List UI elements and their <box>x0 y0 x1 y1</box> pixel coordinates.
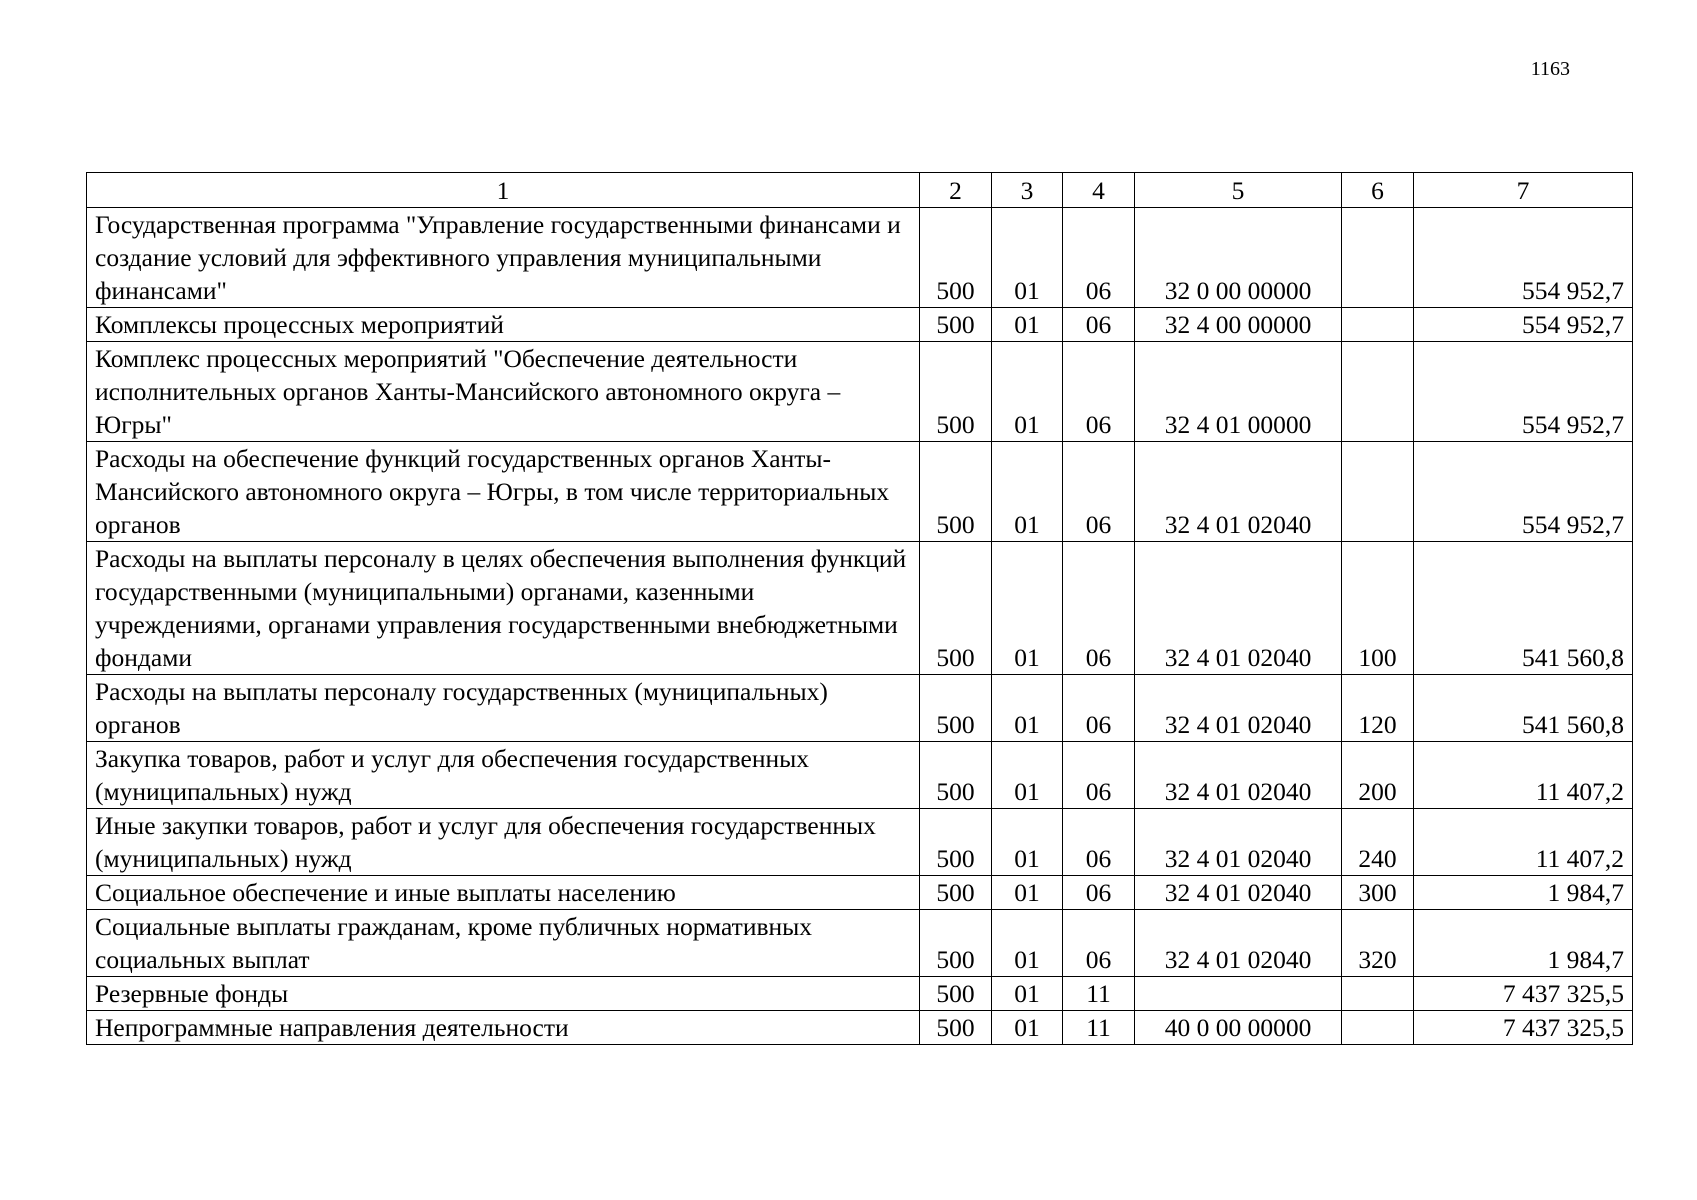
row-expense-type <box>1342 442 1414 542</box>
row-name: Расходы на обеспечение функций государственных органов Ханты-Мансийского автономного округа – Югры, в том числе территориальных органов <box>87 442 920 542</box>
row-subsection: 06 <box>1063 910 1135 977</box>
row-section: 01 <box>992 742 1063 809</box>
row-target-article: 32 4 01 02040 <box>1135 910 1342 977</box>
row-expense-type: 300 <box>1342 876 1414 910</box>
row-code: 500 <box>920 742 992 809</box>
row-target-article: 32 4 01 00000 <box>1135 342 1342 442</box>
row-expense-type: 240 <box>1342 809 1414 876</box>
row-code: 500 <box>920 1011 992 1045</box>
row-subsection: 06 <box>1063 342 1135 442</box>
row-amount: 554 952,7 <box>1414 342 1633 442</box>
row-amount: 554 952,7 <box>1414 208 1633 308</box>
row-name: Государственная программа "Управление государственными финансами и создание условий для эффективного управления муниципальными финансами" <box>87 208 920 308</box>
table-row <box>87 809 1633 876</box>
table-row <box>87 308 1633 342</box>
row-amount: 541 560,8 <box>1414 542 1633 675</box>
row-subsection: 06 <box>1063 542 1135 675</box>
row-section: 01 <box>992 208 1063 308</box>
row-subsection: 06 <box>1063 675 1135 742</box>
table-row <box>87 876 1633 910</box>
row-expense-type <box>1342 1011 1414 1045</box>
column-header-5: 5 <box>1135 173 1342 208</box>
row-target-article: 32 4 00 00000 <box>1135 308 1342 342</box>
row-amount: 554 952,7 <box>1414 442 1633 542</box>
row-code: 500 <box>920 442 992 542</box>
table-row <box>87 742 1633 809</box>
row-name: Расходы на выплаты персоналу в целях обеспечения выполнения функций государственными (муниципальными) органами, казенными учреждениями, органами управления государственными внебюджетными фондами <box>87 542 920 675</box>
row-name: Расходы на выплаты персоналу государственных (муниципальных) органов <box>87 675 920 742</box>
row-target-article: 32 4 01 02040 <box>1135 442 1342 542</box>
row-name: Закупка товаров, работ и услуг для обеспечения государственных (муниципальных) нужд <box>87 742 920 809</box>
column-header-1: 1 <box>87 173 920 208</box>
column-header-7: 7 <box>1414 173 1633 208</box>
row-name: Комплексы процессных мероприятий <box>87 308 920 342</box>
column-header-6: 6 <box>1342 173 1414 208</box>
row-section: 01 <box>992 977 1063 1011</box>
row-code: 500 <box>920 910 992 977</box>
table-row <box>87 910 1633 977</box>
table-row <box>87 1011 1633 1045</box>
row-target-article: 32 4 01 02040 <box>1135 542 1342 675</box>
row-name: Социальные выплаты гражданам, кроме публичных нормативных социальных выплат <box>87 910 920 977</box>
row-expense-type <box>1342 208 1414 308</box>
row-expense-type: 100 <box>1342 542 1414 675</box>
row-expense-type <box>1342 977 1414 1011</box>
table-row <box>87 977 1633 1011</box>
row-name: Комплекс процессных мероприятий "Обеспечение деятельности исполнительных органов Ханты-Мансийского автономного округа – Югры" <box>87 342 920 442</box>
header-row <box>87 173 1633 208</box>
row-name: Резервные фонды <box>87 977 920 1011</box>
row-subsection: 06 <box>1063 742 1135 809</box>
table-row <box>87 208 1633 308</box>
row-section: 01 <box>992 1011 1063 1045</box>
row-code: 500 <box>920 977 992 1011</box>
row-target-article: 32 4 01 02040 <box>1135 675 1342 742</box>
row-code: 500 <box>920 308 992 342</box>
row-code: 500 <box>920 675 992 742</box>
row-subsection: 06 <box>1063 442 1135 542</box>
column-header-4: 4 <box>1063 173 1135 208</box>
row-section: 01 <box>992 809 1063 876</box>
row-target-article: 32 4 01 02040 <box>1135 742 1342 809</box>
row-amount: 541 560,8 <box>1414 675 1633 742</box>
row-code: 500 <box>920 208 992 308</box>
row-section: 01 <box>992 675 1063 742</box>
row-section: 01 <box>992 308 1063 342</box>
row-section: 01 <box>992 876 1063 910</box>
row-section: 01 <box>992 910 1063 977</box>
row-amount: 554 952,7 <box>1414 308 1633 342</box>
row-target-article <box>1135 977 1342 1011</box>
row-subsection: 11 <box>1063 1011 1135 1045</box>
row-section: 01 <box>992 442 1063 542</box>
row-expense-type: 120 <box>1342 675 1414 742</box>
row-name: Иные закупки товаров, работ и услуг для обеспечения государственных (муниципальных) нужд <box>87 809 920 876</box>
row-subsection: 06 <box>1063 308 1135 342</box>
row-target-article: 40 0 00 00000 <box>1135 1011 1342 1045</box>
row-subsection: 06 <box>1063 809 1135 876</box>
row-section: 01 <box>992 542 1063 675</box>
row-code: 500 <box>920 809 992 876</box>
row-code: 500 <box>920 542 992 675</box>
row-expense-type <box>1342 308 1414 342</box>
page-number: 1163 <box>1530 58 1570 80</box>
table-row <box>87 542 1633 675</box>
row-code: 500 <box>920 342 992 442</box>
row-amount: 7 437 325,5 <box>1414 977 1633 1011</box>
row-subsection: 06 <box>1063 876 1135 910</box>
row-expense-type: 320 <box>1342 910 1414 977</box>
row-expense-type <box>1342 342 1414 442</box>
column-header-2: 2 <box>920 173 992 208</box>
row-section: 01 <box>992 342 1063 442</box>
row-amount: 11 407,2 <box>1414 809 1633 876</box>
table-row <box>87 675 1633 742</box>
row-code: 500 <box>920 876 992 910</box>
row-subsection: 06 <box>1063 208 1135 308</box>
table-body <box>87 208 1633 1045</box>
row-subsection: 11 <box>1063 977 1135 1011</box>
row-name: Социальное обеспечение и иные выплаты населению <box>87 876 920 910</box>
row-target-article: 32 4 01 02040 <box>1135 876 1342 910</box>
table-row <box>87 442 1633 542</box>
row-amount: 1 984,7 <box>1414 910 1633 977</box>
row-expense-type: 200 <box>1342 742 1414 809</box>
row-name: Непрограммные направления деятельности <box>87 1011 920 1045</box>
column-header-3: 3 <box>992 173 1063 208</box>
row-amount: 1 984,7 <box>1414 876 1633 910</box>
row-amount: 7 437 325,5 <box>1414 1011 1633 1045</box>
row-target-article: 32 0 00 00000 <box>1135 208 1342 308</box>
row-target-article: 32 4 01 02040 <box>1135 809 1342 876</box>
table-row <box>87 342 1633 442</box>
budget-table <box>86 172 1633 1045</box>
row-amount: 11 407,2 <box>1414 742 1633 809</box>
